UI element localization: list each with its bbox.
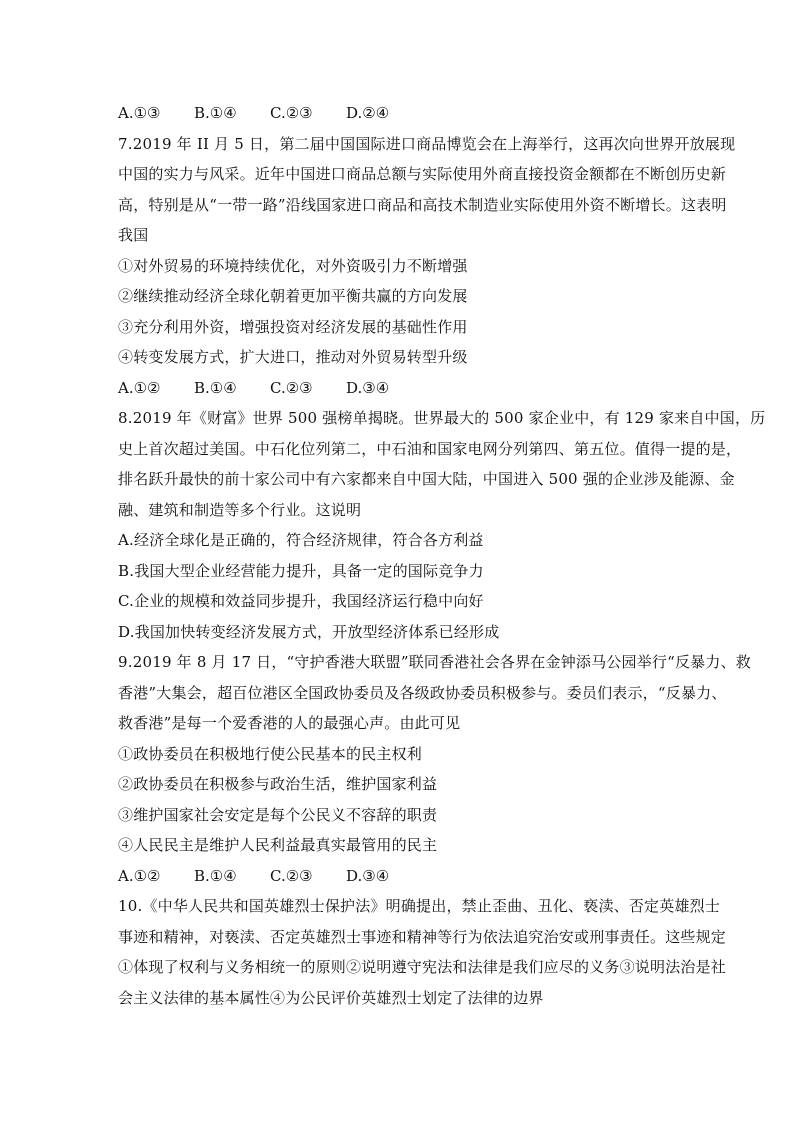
q10-stem-line: 事迹和精神，对亵渎、否定英雄烈士事迹和精神等行为依法追究治安或刑事责任。这些规定 (118, 927, 727, 946)
q9-option-d: D.③④ (346, 866, 390, 885)
q9-statement: ④人民民主是维护人民利益最真实最管用的民主 (118, 836, 438, 854)
q8-choice-c: C.企业的规模和效益同步提升，我国经济运行稳中向好 (118, 592, 484, 610)
q9-stem-line: 香港”大集会，超百位港区全国政协委员及各级政协委员积极参与。委员们表示，“反暴力、 (118, 683, 727, 702)
q9-option-b: B.①④ (194, 866, 237, 885)
q8-stem-line: 史上首次超过美国。中石化位列第二，中石油和国家电网分列第四、第五位。值得一提的是， (118, 439, 742, 458)
q7-stem-line: 高，特别是从“一带一路”沿线国家进口商品和高技术制造业实际使用外资不断增长。这表明 (118, 195, 727, 214)
q7-statement: ③充分利用外资，增强投资对经济发展的基础性作用 (118, 317, 468, 336)
question-7 (118, 129, 736, 404)
question-10 (118, 891, 727, 1013)
q8-stem-line: 排名跃升最快的前十家公司中有六家都来自中国大陆，中国进入 500 强的企业涉及能源、金 (118, 470, 735, 488)
q6-option-a: A.①③ (118, 104, 161, 122)
q6-option-b: B.①④ (194, 104, 237, 122)
q7-stem-line: 7.2019 年 II 月 5 日，第二届中国国际进口商品博览会在上海举行，这再次向世界开放展现 (118, 134, 736, 153)
q9-option-c: C.②③ (270, 866, 313, 885)
q8-choice-d: D.我国加快转变经济发展方式，开放型经济体系已经形成 (118, 622, 500, 641)
q7-statement: ④转变发展方式，扩大进口，推动对外贸易转型升级 (118, 348, 468, 366)
q9-stem-line: 9.2019 年 8 月 17 日，“守护香港大联盟”联同香港社会各界在金钟添马公园举行“反暴力、救 (118, 653, 751, 671)
q10-stem-line: 会主义法律的基本属性④为公民评价英雄烈士划定了法律的边界 (118, 988, 544, 1007)
q9-statement: ②政协委员在积极参与政治生活，维护国家利益 (118, 775, 438, 793)
question-8 (118, 403, 766, 647)
q8-choice-b: B.我国大型企业经营能力提升，具备一定的国际竞争力 (118, 561, 484, 580)
exam-page (118, 98, 766, 1013)
q8-stem-line: 融、建筑和制造等多个行业。这说明 (118, 500, 362, 519)
question-9 (118, 647, 751, 891)
q10-stem-line: ①体现了权利与义务相统一的原则②说明遵守宪法和法律是我们应尽的义务③说明法治是社 (118, 958, 727, 976)
q9-statement: ①政协委员在积极地行使公民基本的民主权利 (118, 744, 423, 763)
q6-option-d: D.②④ (346, 104, 390, 122)
q7-stem-line: 中国的实力与风采。近年中国进口商品总额与实际使用外商直接投资金额都在不断创历史新 (118, 165, 727, 183)
q7-option-c: C.②③ (270, 378, 313, 397)
q8-stem-line: 8.2019 年《财富》世界 500 强榜单揭晓。世界最大的 500 家企业中，有 129 家来自中国，历 (118, 409, 766, 427)
q9-options (118, 861, 688, 892)
q7-statement: ①对外贸易的环境持续优化，对外资吸引力不断增强 (118, 256, 468, 275)
q6-options (118, 98, 688, 129)
q9-stem-line: 救香港”是每一个爱香港的人的最强心声。由此可见 (118, 714, 461, 732)
q7-option-d: D.③④ (346, 378, 390, 397)
q7-option-a: A.①② (118, 378, 161, 397)
q9-statement: ③维护国家社会安定是每个公民义不容辞的职责 (118, 805, 438, 824)
q7-option-b: B.①④ (194, 378, 237, 397)
q9-option-a: A.①② (118, 866, 161, 885)
q8-choice-a: A.经济全球化是正确的，符合经济规律，符合各方利益 (118, 531, 484, 549)
q10-stem-line: 10.《中华人民共和国英雄烈士保护法》明确提出，禁止歪曲、丑化、亵渎、否定英雄烈士 (118, 897, 721, 915)
q7-options (118, 373, 688, 404)
q6-option-c: C.②③ (270, 104, 313, 122)
q7-stem-line: 我国 (118, 226, 149, 244)
q7-statement: ②继续推动经济全球化朝着更加平衡共赢的方向发展 (118, 287, 468, 305)
